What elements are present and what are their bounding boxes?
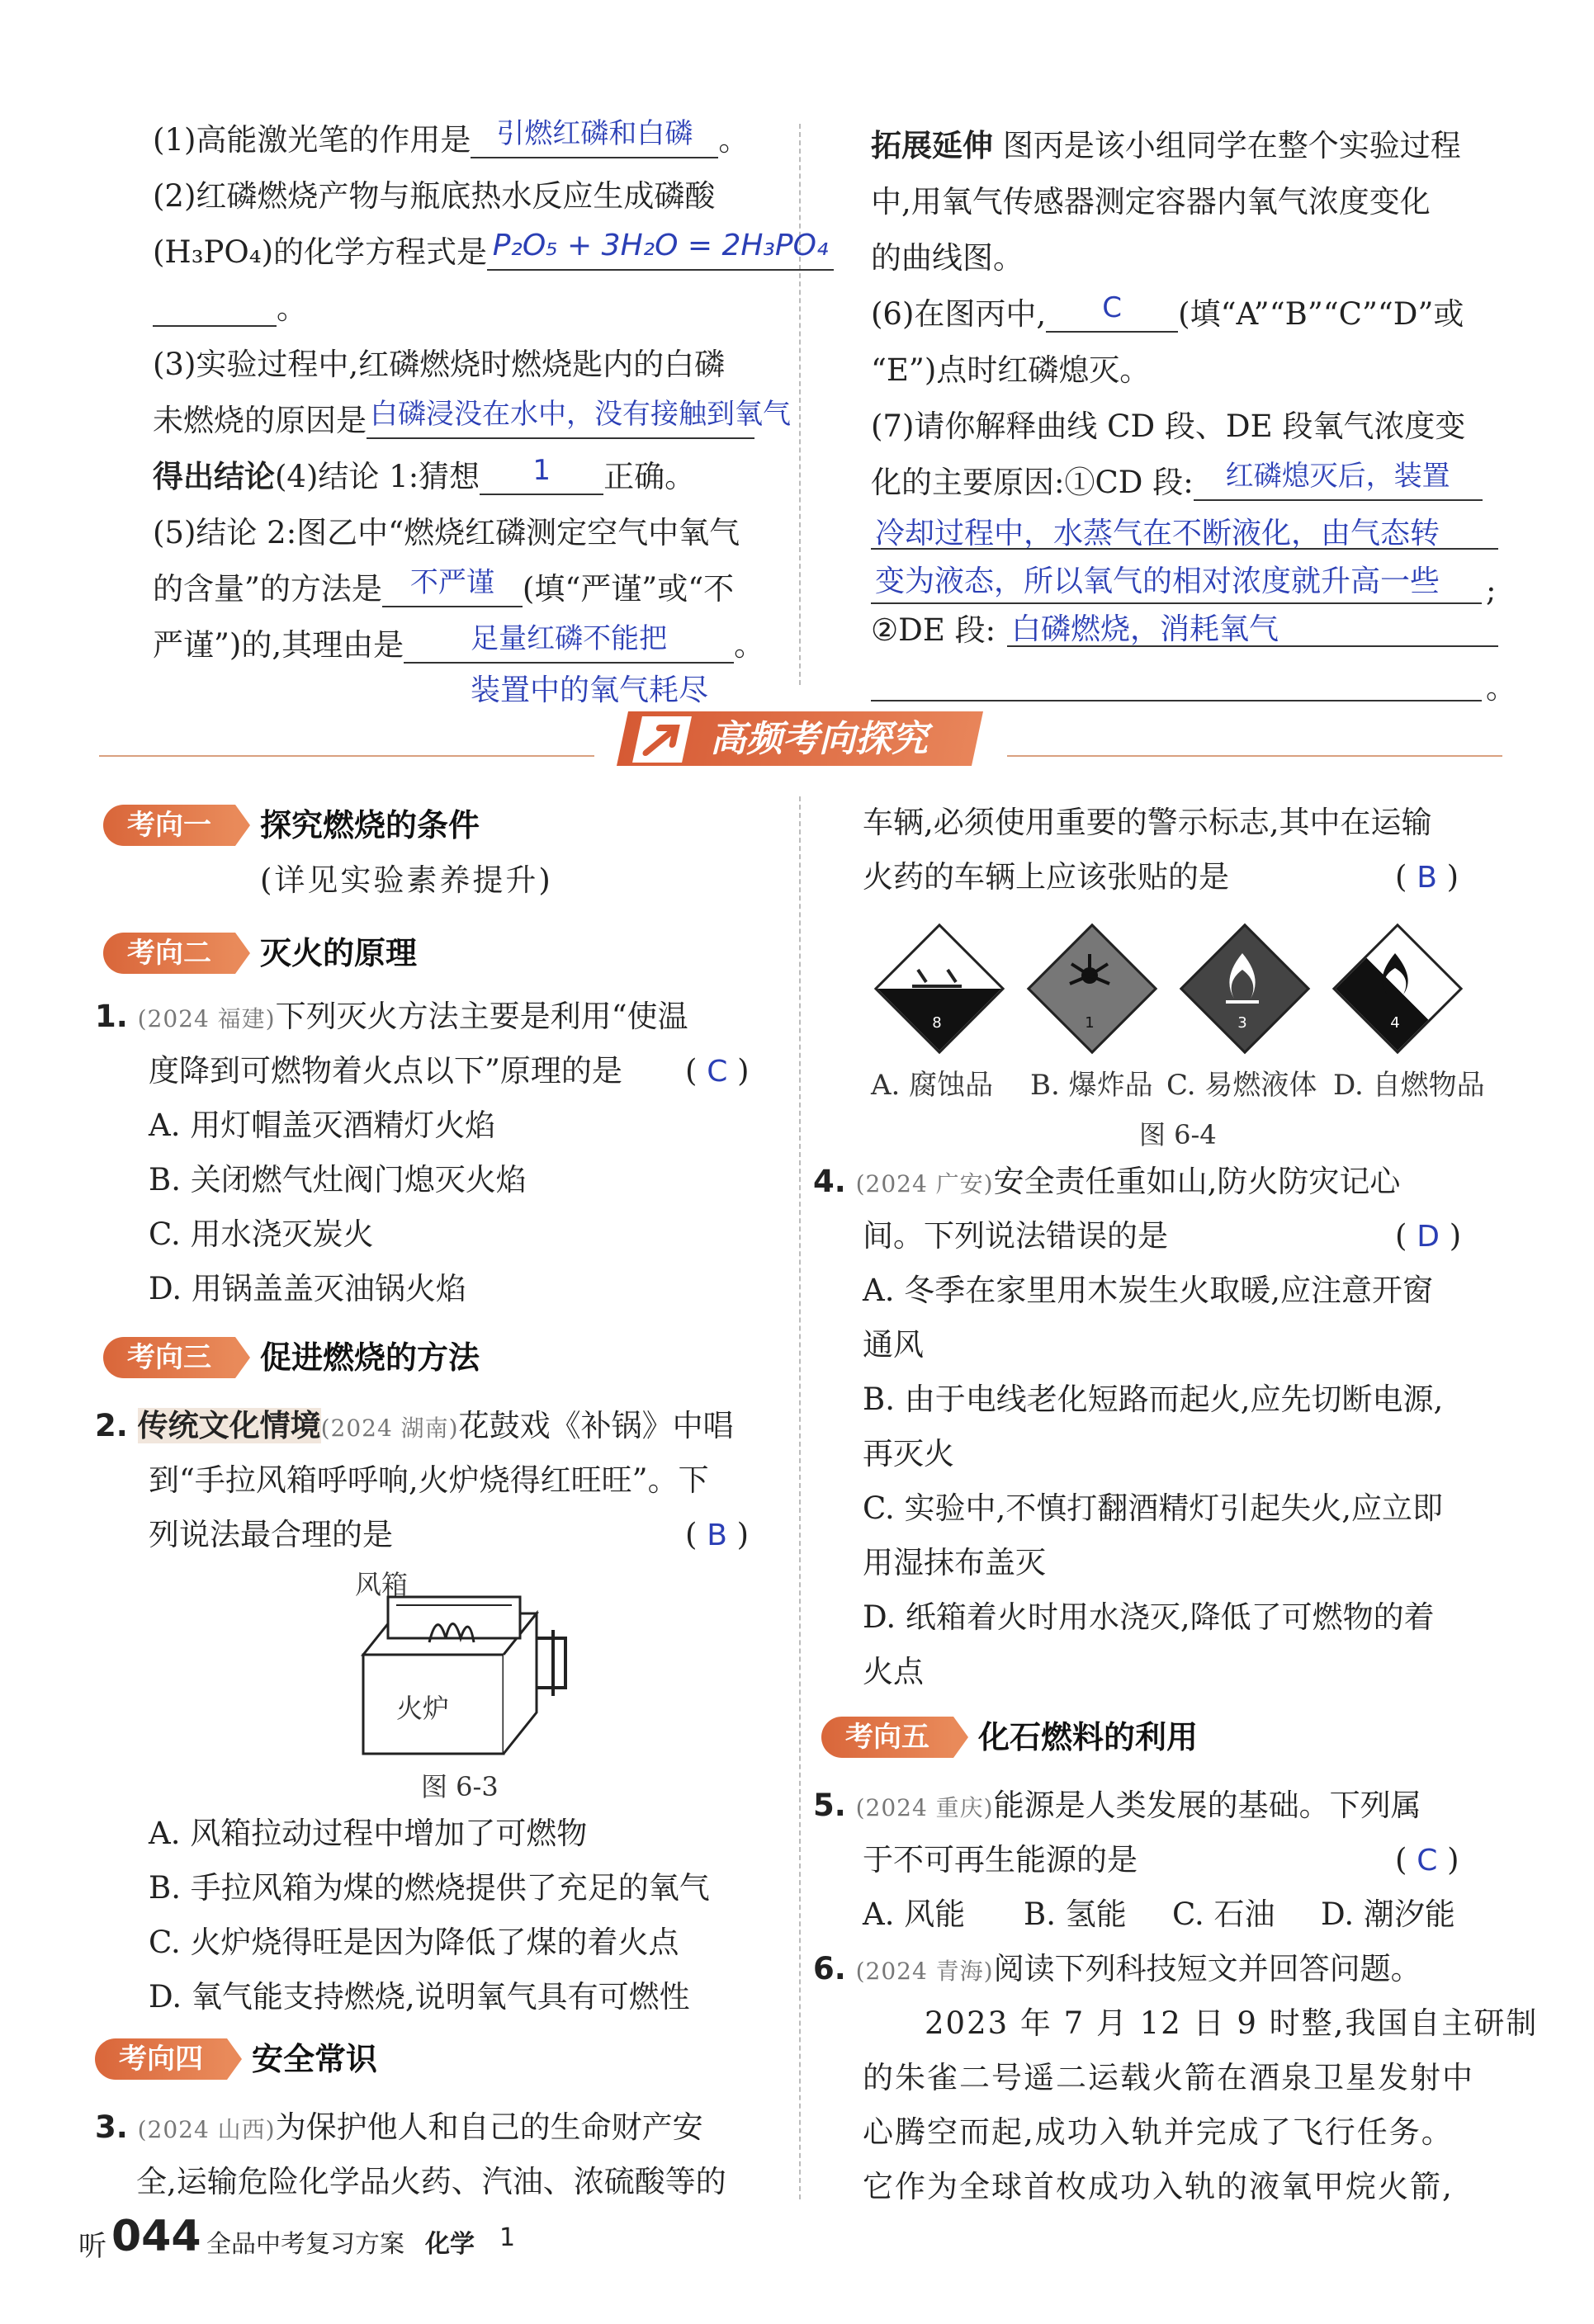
section-1-note: (详见实验素养提升): [260, 862, 553, 898]
q3-answer-paren: ( B ): [1395, 859, 1459, 895]
q3-option-b: B. 爆炸品: [1030, 1069, 1153, 1102]
q1-line: (1)高能激光笔的作用是 引燃红磷和白磷 。: [153, 117, 750, 158]
q2-option-d: D. 氧气能支持燃烧,说明氧气具有可燃性: [149, 1979, 690, 2015]
textbook-page: (1)高能激光笔的作用是 引燃红磷和白磷 。 (2)红磷燃烧产物与瓶底热水反应生成磷酸 (H₃PO₄)的化学方程式是 P₂O₅ + 3H₂O = 2H₃PO₄ 。 (3)实验过程中,红磷燃烧时燃烧匙内的白磷 未燃烧的原因是 白磷浸没在水中，没有接触到氧气 得出结论(4)结论 1:猜想 1 正确。 (5)结论 2:图乙中“燃烧红磷测定空气中氧气 的含量”的方法是 不严谨 (填“严谨”或“不 严谨”)的,其理由是 足量红磷不能把 。 装置中的氧气耗尽 拓展延伸 图丙是该小组同学在整个实验过程 中,用氧气传感器测定容器内氧气浓度变化 的曲线图。 (6)在图丙中, C (填“A”“B”“C”“D”或 “E”)点时红磷熄灭。 (7)请你解释曲线 CD 段、DE 段氧气浓度变 化的主要原因:①CD 段: 红磷熄灭后，装置 冷却过程中，水蒸气在不断液化，由气态转 变为液态，所以氧气的相对浓度就升高一些 ; ②DE 段: 白磷燃烧，消耗氧气 。 高频考向探究 考向一 探究燃烧的条件 (详见实验素养提升) 考向二 灭火的原理 1. (2024 福建)下列灭火方法主要是利用“使温 度降到可燃物着火点以下”原理的是 ( C ) A. 用灯帽盖灭酒精灯火焰 B. 关闭燃气灶阀门熄灭火焰 C. 用水浇灭炭火 D. 用锅盖盖灭油锅火焰 考向三 促进燃烧的方法 2. 传统文化情境(2024 湖南)花鼓戏《补锅》中唱 到“手拉风箱呼呼响,火炉烧得红旺旺”。下 列说法最合理的是 ( B ) 风箱 火炉 图 6-3 A. 风箱拉动过程中增加了可燃物 B. 手拉风箱为煤的燃烧提供了充足的氧气 C. 火炉烧得旺是因为降低了煤的着火点 D. 氧气能支持燃烧,说明氧气具有可燃性 考向四 安全常识 3. (2024 山西)为保护他人和自己的生命财产安 全,运输危险化学品火药、汽油、浓硫酸等的 听 044 全品中考复习方案 化学 1 车辆,必须使用重要的警示标志,其中在运输 火药的车辆上应该张贴的是 ( B ) 8 1 3 4 A. 腐蚀品 B. 爆炸品 C. 易燃液体 D. 自燃物品 图 6-4 4. (2024 广安)安全责任重如山,防火防灾记心 间。下列说法错误的是 ( D ) A. 冬季在家里用木炭生火取暖,应注意开窗 通风 B. 由于电线老化短路而起火,应先切断电源, 再灭火 C. 实验中,不慎打翻酒精灯引起失火,应立即 用湿抹布盖灭 D. 纸箱着火时用水浇灭,降低了可燃物的着 火点 考向五 化石燃料的利用 5. (2024 重庆)能源是人类发展的基础。下列属 于不可再生能源的是 ( C ) A. 风能 B. 氢能 C. 石油 D. 潮汐能 6. (2024 青海)阅读下列科技短文并回答问题。 2023 年 7 月 12 日 9 时整,我国自主研制 的朱雀二号遥二运载火箭在酒泉卫星发射中 心腾空而起,成功入轨并完成了飞行任务。 它作为全球首枚成功入轨的液氧甲烷火箭,: [78, 117, 1539, 2263]
ext-line1: 拓展延伸 图丙是该小组同学在整个实验过程: [871, 128, 1461, 163]
q4-option-d-line2: 火点: [863, 1654, 924, 1689]
page-number: 044: [111, 2212, 201, 2261]
q6-passage-line2: 的朱雀二号遥二运载火箭在酒泉卫星发射中: [863, 2060, 1474, 2095]
q5-line1: (5)结论 2:图乙中“燃烧红磷测定空气中氧气: [153, 515, 740, 550]
context-tag: 传统文化情境: [137, 1408, 321, 1443]
q5-option-d: D. 潮汐能: [1321, 1897, 1455, 1932]
q4-line: 得出结论(4)结论 1:猜想 1 正确。: [153, 454, 696, 494]
q6-passage-line1: 2023 年 7 月 12 日 9 时整,我国自主研制: [925, 2005, 1539, 2041]
q4-option-a-line2: 通风: [863, 1327, 924, 1363]
q4-option-b-line1: B. 由于电线老化短路而起火,应先切断电源,: [863, 1382, 1444, 1417]
svg-text:3: 3: [1237, 1014, 1247, 1032]
flammable-liquid-sign-icon: [1180, 924, 1304, 1048]
fig-6-3-label-furnace: 火炉: [396, 1693, 450, 1724]
svg-text:1: 1: [1085, 1014, 1095, 1032]
q4-stem-line1: 4. (2024 广安)安全责任重如山,防火防灾记心: [813, 1164, 1401, 1199]
q1-answer-paren: ( C ): [685, 1053, 750, 1089]
q3-stem-line2: 全,运输危险化学品火药、汽油、浓硫酸等的: [136, 2164, 726, 2199]
q6-passage-line4: 它作为全球首枚成功入轨的液氧甲烷火箭,: [863, 2169, 1454, 2204]
q7-underline-3: [871, 602, 1482, 604]
q6-line1: (6)在图丙中, C (填“A”“B”“C”“D”或: [871, 291, 1464, 332]
q2-answer-paren: ( B ): [685, 1517, 750, 1552]
q3-line2: 未燃烧的原因是 白磷浸没在水中，没有接触到氧气: [153, 398, 791, 438]
conclusion-label: 得出结论: [153, 459, 275, 494]
fig-6-4-caption: 图 6-4: [1139, 1119, 1217, 1150]
q6-stem-line1: 6. (2024 青海)阅读下列科技短文并回答问题。: [813, 1951, 1421, 1986]
svg-text:8: 8: [932, 1014, 942, 1032]
q1-stem-line2: 度降到可燃物着火点以下”原理的是: [149, 1053, 622, 1089]
extension-label: 拓展延伸: [871, 128, 993, 163]
q1-option-d: D. 用锅盖盖灭油锅火焰: [149, 1271, 466, 1306]
svg-text:4: 4: [1390, 1014, 1400, 1032]
q2-stem-line1: 2. 传统文化情境(2024 湖南)花鼓戏《补锅》中唱: [95, 1408, 734, 1443]
q3-stem-line1: 3. (2024 山西)为保护他人和自己的生命财产安: [95, 2109, 703, 2145]
banner-rule-right: [1007, 755, 1502, 757]
q6-line2: “E”)点时红磷熄灭。: [871, 352, 1151, 388]
column-divider-top: [799, 124, 801, 685]
q1-option-b: B. 关闭燃气灶阀门熄灭火焰: [149, 1162, 527, 1197]
fig-6-3-caption: 图 6-3: [421, 1771, 499, 1802]
q1-option-c: C. 用水浇灭炭火: [149, 1216, 374, 1252]
q5-stem-line1: 5. (2024 重庆)能源是人类发展的基础。下列属: [813, 1788, 1421, 1823]
q7-answer-line3: 变为液态，所以氧气的相对浓度就升高一些: [875, 564, 1440, 598]
q5-answer-continued: 装置中的氧气耗尽: [471, 673, 709, 707]
q3-option-a: A. 腐蚀品: [871, 1069, 994, 1102]
q7-answer-line4: 白磷燃烧，消耗氧气: [1011, 612, 1279, 646]
footer-prefix: 听: [78, 2230, 106, 2263]
q7-line4: ②DE 段:: [871, 612, 996, 648]
fig-6-3-label-bellows: 风箱: [355, 1569, 409, 1600]
q5-stem-line2: 于不可再生能源的是: [863, 1842, 1138, 1878]
explosive-sign-icon: [1028, 924, 1152, 1048]
q4-answer-paren: ( D ): [1395, 1218, 1462, 1254]
q5-line2: 的含量”的方法是 不严谨 (填“严谨”或“不: [153, 566, 735, 607]
q2-stem-line3: 列说法最合理的是: [149, 1517, 393, 1552]
q7-line1: (7)请你解释曲线 CD 段、DE 段氧气浓度变: [871, 409, 1466, 444]
q2-option-a: A. 风箱拉动过程中增加了可燃物: [149, 1816, 588, 1851]
volume: 1: [499, 2223, 516, 2252]
ext-line3: 的曲线图。: [871, 240, 1024, 276]
q7-underline-5: [871, 700, 1482, 701]
q7-line2: 化的主要原因:①CD 段: 红磷熄灭后，装置: [871, 465, 1483, 501]
q4-option-c-line1: C. 实验中,不慎打翻酒精灯引起失火,应立即: [863, 1490, 1444, 1526]
q2-line2: (H₃PO₄)的化学方程式是 P₂O₅ + 3H₂O = 2H₃PO₄: [153, 234, 834, 271]
subject: 化学: [425, 2230, 475, 2259]
q2-stem-line2: 到“手拉风箱呼呼响,火炉烧得红旺旺”。下: [149, 1462, 709, 1498]
q3-line1: (3)实验过程中,红磷燃烧时燃烧匙内的白磷: [153, 347, 726, 382]
q4-option-b-line2: 再灭火: [863, 1436, 954, 1471]
q4-stem-line2: 间。下列说法错误的是: [863, 1218, 1168, 1254]
q1-stem-line1: 1. (2024 福建)下列灭火方法主要是利用“使温: [95, 999, 688, 1034]
book-title: 全品中考复习方案: [206, 2230, 404, 2259]
q7-answer-line2: 冷却过程中，水蒸气在不断液化，由气态转: [875, 517, 1440, 550]
arrow-icon: [632, 716, 692, 763]
q5-line3: 严谨”)的,其理由是 足量红磷不能把 。: [153, 622, 765, 663]
q2-option-c: C. 火炉烧得旺是因为降低了煤的着火点: [149, 1925, 679, 1960]
q5-option-c: C. 石油: [1172, 1897, 1275, 1932]
q3-stem-line3: 车辆,必须使用重要的警示标志,其中在运输: [863, 805, 1432, 840]
column-divider-bottom: [799, 796, 801, 2199]
banner-rule-left: [99, 755, 594, 757]
q4-option-d-line1: D. 纸箱着火时用水浇灭,降低了可燃物的着: [863, 1599, 1435, 1635]
ext-line2: 中,用氧气传感器测定容器内氧气浓度变化: [871, 184, 1431, 220]
q5-option-a: A. 风能: [863, 1897, 966, 1932]
q2-option-b: B. 手拉风箱为煤的燃烧提供了充足的氧气: [149, 1870, 710, 1906]
spontaneously-combustible-sign-icon: [1333, 924, 1457, 1048]
q7-end: 。: [1486, 670, 1516, 706]
q2-line1: (2)红磷燃烧产物与瓶底热水反应生成磷酸: [153, 178, 716, 214]
q1-option-a: A. 用灯帽盖灭酒精灯火焰: [149, 1108, 496, 1143]
banner-title: 高频考向探究: [710, 718, 928, 760]
q3-option-c: C. 易燃液体: [1166, 1069, 1317, 1102]
q7-semicolon: ;: [1486, 573, 1497, 608]
corrosive-sign-icon: [875, 924, 999, 1048]
q2-line3: 。: [153, 290, 307, 327]
q6-passage-line3: 心腾空而起,成功入轨并完成了飞行任务。: [863, 2114, 1454, 2150]
q7-underline-2: [871, 548, 1498, 550]
q5-answer-paren: ( C ): [1395, 1842, 1459, 1878]
q3-option-d: D. 自燃物品: [1333, 1069, 1485, 1102]
q7-underline-4: [1007, 645, 1498, 647]
q4-option-c-line2: 用湿抹布盖灭: [863, 1545, 1046, 1580]
q4-option-a-line1: A. 冬季在家里用木炭生火取暖,应注意开窗: [863, 1273, 1434, 1308]
q3-stem-line4: 火药的车辆上应该张贴的是: [863, 859, 1229, 895]
q5-option-b: B. 氢能: [1024, 1897, 1127, 1932]
